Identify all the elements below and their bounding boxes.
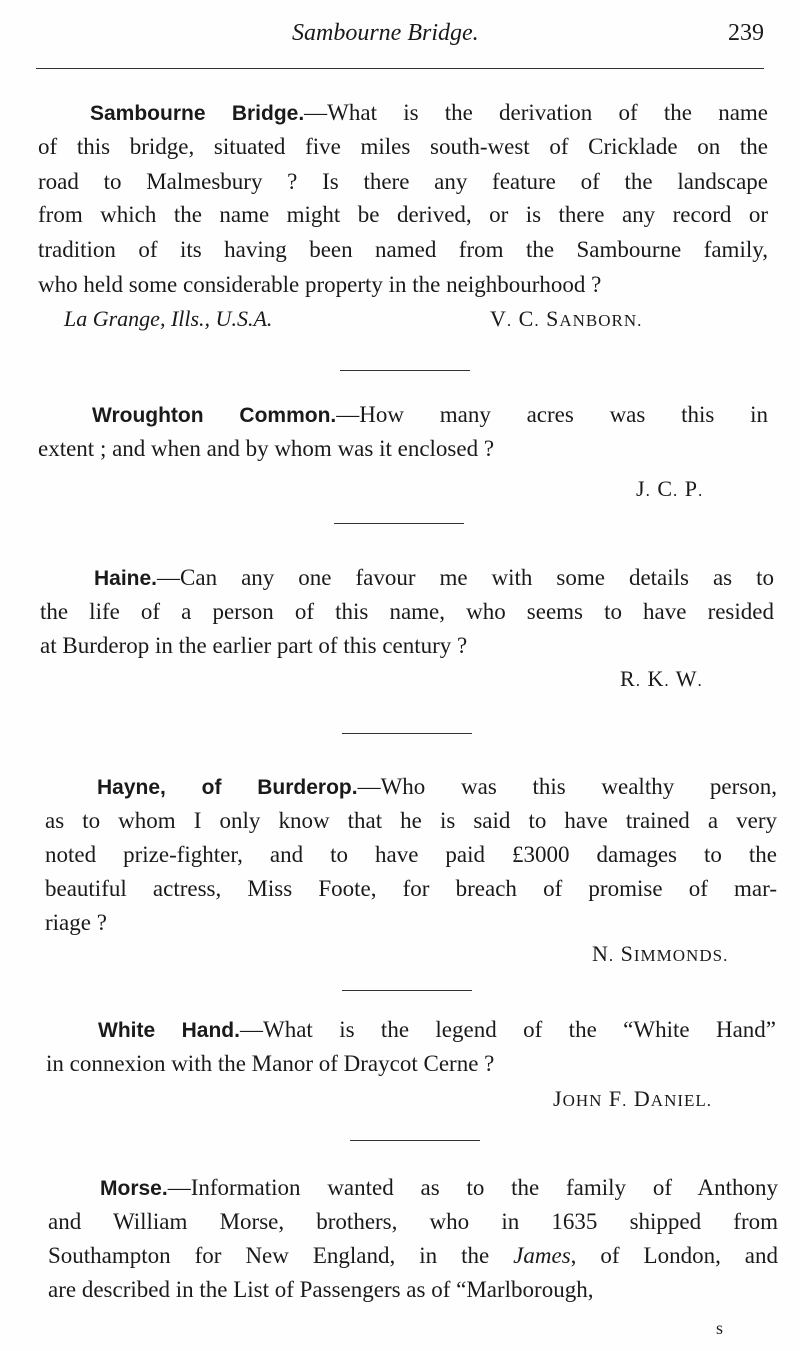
signature: R. K. W. (620, 666, 703, 691)
text-line (100, 1173, 778, 1203)
text-line (92, 400, 768, 430)
text-line (46, 1049, 494, 1079)
text-line (97, 772, 777, 802)
line-text: at Burderop in the earlier part of this century ? (40, 633, 468, 658)
section-divider (342, 733, 472, 734)
line-text: extent ; and when and by whom was it enclosed ? (38, 436, 495, 461)
line-text: who held some considerable property in the neighbourhood ? (38, 272, 602, 297)
line-text: riage ? (45, 910, 107, 935)
text-line (38, 434, 494, 464)
line-text: of this bridge, situated five miles south-west of Cricklade on the (38, 134, 768, 159)
text-line (38, 200, 768, 230)
line-text: —Can any one favour me with some details as to (157, 565, 774, 590)
line-text: the life of a person of this name, who seems to have resided (40, 599, 774, 624)
line-text: from which the name might be derived, or is there any record or (38, 202, 768, 227)
ship-name: James (513, 1243, 571, 1268)
line-text: in connexion with the Manor of Draycot Cerne ? (46, 1051, 495, 1076)
header-rule (36, 68, 764, 69)
text-line (40, 597, 774, 627)
entry-heading: Hayne, of Burderop. (97, 776, 358, 799)
section-divider (340, 370, 470, 371)
line-text: —How many acres was this in (336, 402, 768, 427)
text-line (45, 840, 777, 870)
entry-heading: Haine. (94, 567, 158, 590)
line-text: are described in the List of Passengers as of “Marlborough, (48, 1277, 594, 1302)
text-line (90, 98, 768, 128)
signature: JOHN F. DANIEL. (553, 1086, 713, 1111)
text-line (45, 874, 777, 904)
line-text: tradition of its having been named from the Sambourne family, (38, 237, 768, 262)
signature: J. C. P. (636, 476, 704, 501)
text-line (38, 235, 768, 265)
line-text: Southampton for New England, in the James, of London, and (48, 1243, 779, 1268)
line-text: as to whom I only know that he is said to have trained a very (45, 808, 777, 833)
line-text: road to Malmesbury ? Is there any feature of the landscape (38, 169, 768, 194)
text-line (48, 1241, 778, 1271)
section-divider (334, 523, 464, 524)
running-head: Sambourne Bridge. (292, 20, 479, 46)
signature-mark: s (716, 1318, 724, 1338)
text-line (38, 132, 768, 162)
entry-heading: Morse. (100, 1177, 168, 1200)
entry-heading: Wroughton Common. (92, 404, 337, 427)
section-divider (342, 990, 472, 991)
line-text: —What is the derivation of the name (304, 100, 769, 125)
text-line (45, 908, 107, 938)
section-divider (350, 1140, 480, 1141)
text-line (38, 270, 601, 300)
signature: V. C. SANBORN. (490, 306, 643, 331)
entry-heading: White Hand. (98, 1019, 240, 1042)
line-text: and William Morse, brothers, who in 1635 shipped from (48, 1209, 778, 1234)
text-line (94, 563, 774, 593)
text-line (98, 1015, 776, 1045)
line-text: —Information wanted as to the family of Anthony (167, 1175, 778, 1200)
text-line (48, 1275, 593, 1305)
line-text: —Who was this wealthy person, (357, 774, 777, 799)
place-name: La Grange, Ills., U.S.A. (64, 306, 273, 331)
line-text: beautiful actress, Miss Foote, for breach of promise of mar- (45, 876, 777, 901)
line-text: —What is the legend of the “White Hand” (239, 1017, 777, 1042)
text-line (40, 631, 467, 661)
line-text: noted prize-fighter, and to have paid £3000 damages to the (45, 842, 777, 867)
text-line (38, 167, 768, 197)
text-line (48, 1207, 778, 1237)
page-number: 239 (728, 20, 764, 46)
signature: N. SIMMONDS. (592, 941, 729, 966)
text-line (45, 806, 777, 836)
entry-heading: Sambourne Bridge. (90, 102, 305, 125)
